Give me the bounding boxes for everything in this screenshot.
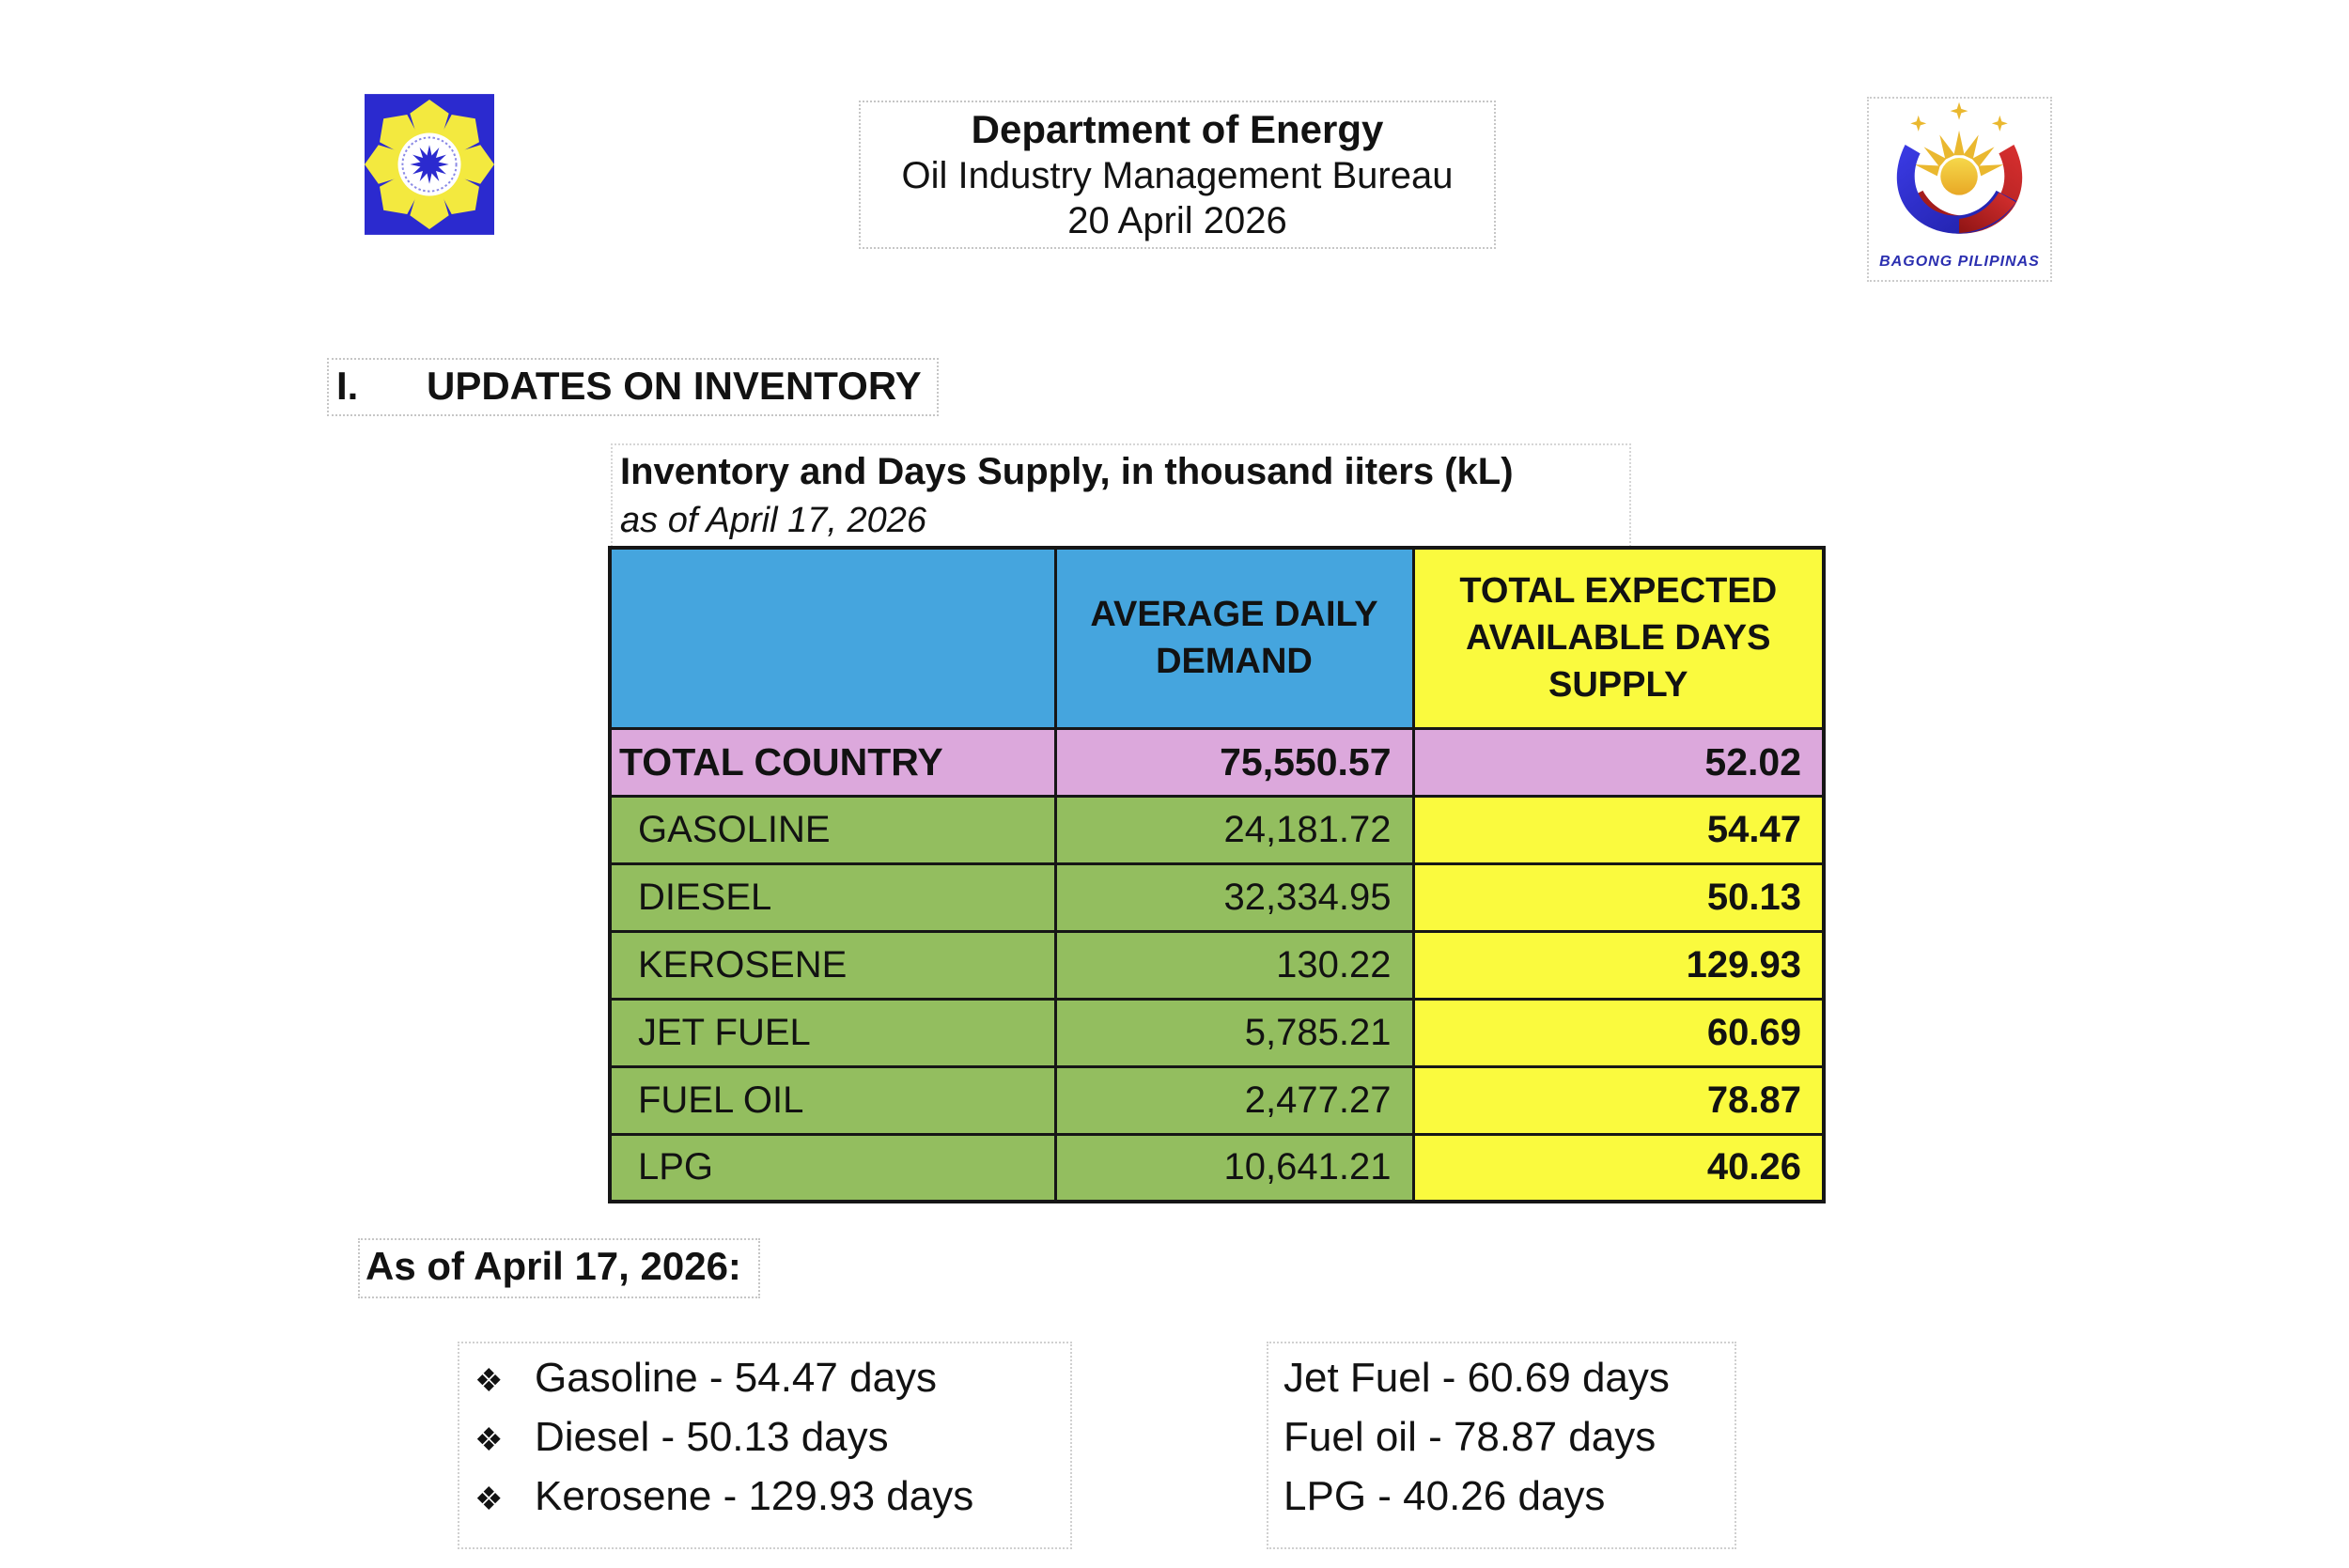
row-label: FUEL OIL [610, 1066, 1055, 1134]
list-item [1283, 1473, 1735, 1532]
summary-text: LPG - 40.26 days [1283, 1473, 1606, 1519]
days-value: 54.47 [1413, 796, 1824, 863]
document-date: 20 April 2026 [1067, 200, 1287, 241]
section-heading-text: UPDATES ON INVENTORY [427, 364, 922, 408]
summary-text: Jet Fuel - 60.69 days [1283, 1355, 1670, 1401]
table-row-total-country [610, 728, 1824, 796]
demand-value: 32,334.95 [1055, 863, 1413, 931]
table-row-diesel [610, 863, 1824, 931]
list-item [474, 1473, 1070, 1532]
table-row-lpg [610, 1134, 1824, 1202]
section-numeral: I. [336, 364, 359, 408]
summary-text: Kerosene - 129.93 days [535, 1473, 974, 1519]
demand-value: 75,550.57 [1055, 728, 1413, 796]
summary-text: Diesel - 50.13 days [535, 1414, 889, 1460]
days-value: 40.26 [1413, 1134, 1824, 1202]
inventory-table [608, 546, 1826, 1203]
row-label: JET FUEL [610, 999, 1055, 1066]
bagong-pilipinas-label: BAGONG PILIPINAS [1879, 254, 2040, 270]
demand-value: 130.22 [1055, 931, 1413, 999]
bureau-name: Oil Industry Management Bureau [901, 155, 1454, 196]
demand-value: 24,181.72 [1055, 796, 1413, 863]
row-label: LPG [610, 1134, 1055, 1202]
days-value: 52.02 [1413, 728, 1824, 796]
summary-list-right [1267, 1342, 1736, 1549]
list-item [1283, 1355, 1735, 1414]
doe-seal-logo [365, 94, 494, 235]
column-header-supply: TOTAL EXPECTED AVAILABLE DAYS SUPPLY [1413, 548, 1824, 728]
diamond-bullet-icon: ❖ [474, 1482, 504, 1517]
table-row-kerosene [610, 931, 1824, 999]
days-value: 60.69 [1413, 999, 1824, 1066]
table-header-row [610, 548, 1824, 728]
row-label: KEROSENE [610, 931, 1055, 999]
row-label: TOTAL COUNTRY [610, 728, 1055, 796]
table-subtitle: as of April 17, 2026 [620, 501, 927, 540]
diamond-bullet-icon: ❖ [474, 1363, 504, 1399]
summary-list-left [458, 1342, 1072, 1549]
list-item [474, 1355, 1070, 1414]
column-header-demand: AVERAGE DAILY DEMAND [1055, 548, 1413, 728]
bagong-pilipinas-emblem-icon [1869, 99, 2050, 249]
document-header [859, 101, 1496, 249]
summary-text: Gasoline - 54.47 days [535, 1355, 938, 1401]
demand-value: 5,785.21 [1055, 999, 1413, 1066]
diamond-bullet-icon: ❖ [474, 1422, 504, 1458]
bagong-pilipinas-logo [1867, 97, 2052, 282]
list-item [1283, 1414, 1735, 1473]
column-header-blank [610, 548, 1055, 728]
list-item [474, 1414, 1070, 1473]
table-row-gasoline [610, 796, 1824, 863]
org-name: Department of Energy [971, 107, 1384, 151]
days-value: 50.13 [1413, 863, 1824, 931]
table-title-block [611, 443, 1631, 551]
days-value: 129.93 [1413, 931, 1824, 999]
table-row-jet-fuel [610, 999, 1824, 1066]
demand-value: 10,641.21 [1055, 1134, 1413, 1202]
table-title: Inventory and Days Supply, in thousand iiters (kL) [620, 451, 1514, 492]
section-heading [327, 358, 939, 416]
row-label: DIESEL [610, 863, 1055, 931]
summary-text: Fuel oil - 78.87 days [1283, 1414, 1657, 1460]
demand-value: 2,477.27 [1055, 1066, 1413, 1134]
days-value: 78.87 [1413, 1066, 1824, 1134]
asof-heading: As of April 17, 2026: [358, 1238, 760, 1298]
table-row-fuel-oil [610, 1066, 1824, 1134]
row-label: GASOLINE [610, 796, 1055, 863]
